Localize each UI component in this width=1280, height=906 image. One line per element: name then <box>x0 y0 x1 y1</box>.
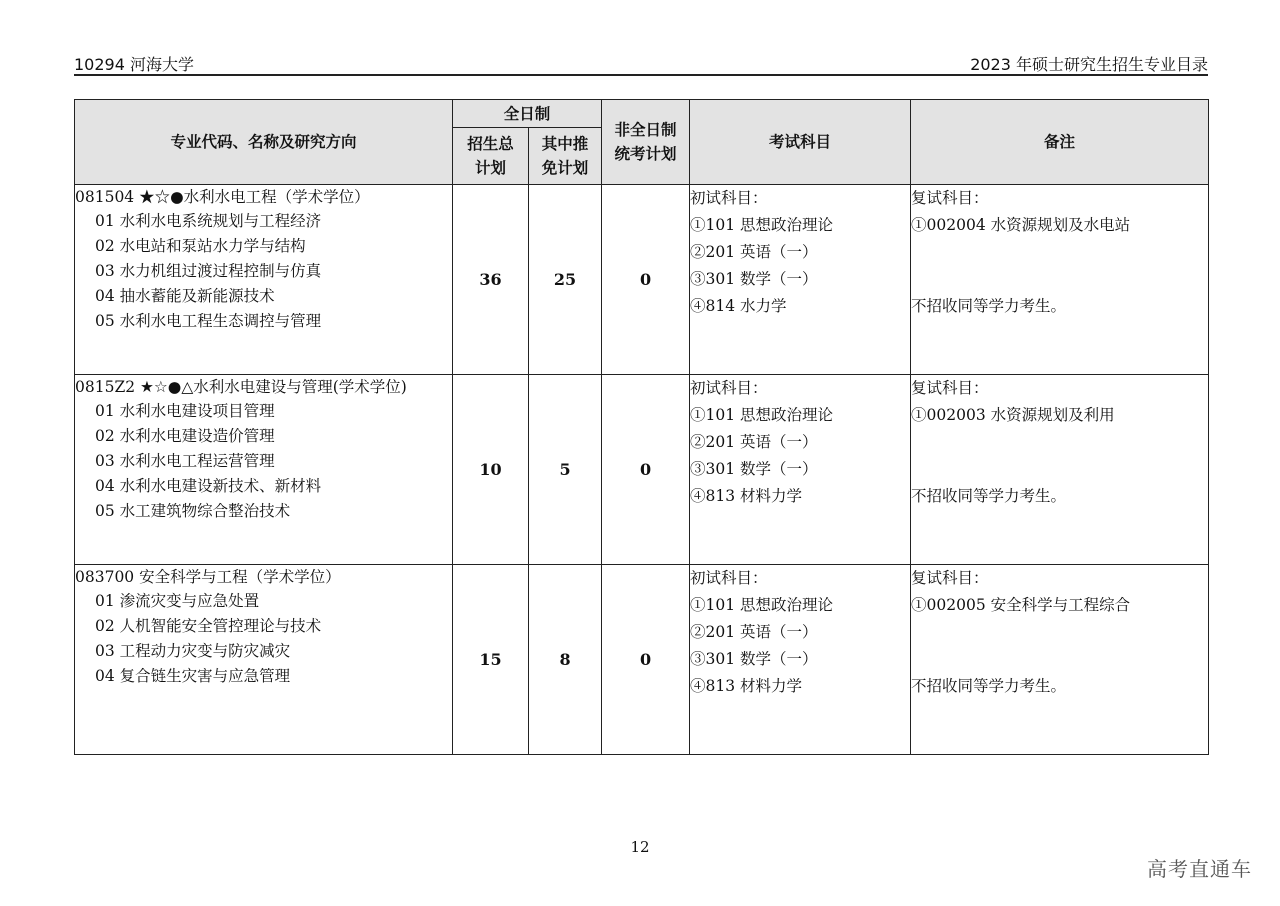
spacer <box>911 456 1208 483</box>
exam-subject: ③301 数学（一） <box>690 270 818 288</box>
spacer <box>911 619 1208 646</box>
research-direction: 04 抽水蓄能及新能源技术 <box>95 287 275 305</box>
research-direction: 05 水工建筑物综合整治技术 <box>95 502 291 520</box>
admission-note: 不招收同等学力考生。 <box>911 297 1067 315</box>
research-direction: 03 工程动力灾变与防灾减灾 <box>95 642 291 660</box>
exam-subject: ①101 思想政治理论 <box>690 596 834 614</box>
exam-cell <box>690 565 911 755</box>
exam-subject: 初试科目： <box>690 189 768 207</box>
remark-cell <box>911 375 1209 565</box>
major-cell <box>75 375 453 565</box>
parttime-plan-value: 0 <box>602 375 690 565</box>
exam-subject: ①101 思想政治理论 <box>690 406 834 424</box>
major-cell <box>75 565 453 755</box>
catalog-title: 2023 年硕士研究生招生专业目录 <box>970 55 1208 74</box>
header-major: 专业代码、名称及研究方向 <box>75 100 453 185</box>
retest-subject: ①002005 安全科学与工程综合 <box>911 596 1131 614</box>
table-row <box>75 565 1209 755</box>
page-number: 12 <box>630 838 650 856</box>
retest-label: 复试科目： <box>911 379 989 397</box>
major-cell <box>75 185 453 375</box>
spacer <box>911 266 1208 293</box>
major-title: 081504 ★☆●水利水电工程（学术学位） <box>75 188 370 206</box>
exam-subject: ②201 英语（一） <box>690 623 818 641</box>
exam-subject: ④813 材料力学 <box>690 677 803 695</box>
exam-subject: ④814 水力学 <box>690 297 787 315</box>
parttime-plan-value: 0 <box>602 185 690 375</box>
retest-label: 复试科目： <box>911 189 989 207</box>
admission-note: 不招收同等学力考生。 <box>911 487 1067 505</box>
research-direction: 04 水利水电建设新技术、新材料 <box>95 477 322 495</box>
header-parttime-plan: 非全日制 统考计划 <box>602 100 690 185</box>
header-exempt-plan: 其中推 免计划 <box>529 128 602 185</box>
header-exam: 考试科目 <box>690 100 911 185</box>
header-rule <box>74 74 1208 76</box>
exempt-plan-value: 8 <box>529 565 602 755</box>
research-direction: 02 人机智能安全管控理论与技术 <box>95 617 322 635</box>
research-direction: 03 水利水电工程运营管理 <box>95 452 275 470</box>
header-remark: 备注 <box>911 100 1209 185</box>
exam-subject: 初试科目： <box>690 379 768 397</box>
remark-cell <box>911 185 1209 375</box>
retest-label: 复试科目： <box>911 569 989 587</box>
exam-subject: ③301 数学（一） <box>690 650 818 668</box>
research-direction: 02 水利水电建设造价管理 <box>95 427 275 445</box>
page-header <box>74 52 1208 76</box>
spacer <box>911 646 1208 673</box>
exempt-plan-value: 25 <box>529 185 602 375</box>
header-fulltime: 全日制 <box>453 100 602 128</box>
research-direction: 03 水力机组过渡过程控制与仿真 <box>95 262 322 280</box>
watermark: 高考直通车 <box>1147 857 1252 881</box>
exam-subject: ①101 思想政治理论 <box>690 216 834 234</box>
remark-cell <box>911 565 1209 755</box>
research-direction: 01 水利水电系统规划与工程经济 <box>95 212 322 230</box>
exam-subject: ④813 材料力学 <box>690 487 803 505</box>
retest-subject: ①002003 水资源规划及利用 <box>911 406 1115 424</box>
exam-subject: ③301 数学（一） <box>690 460 818 478</box>
exempt-plan-value: 5 <box>529 375 602 565</box>
total-plan-value: 36 <box>453 185 529 375</box>
exam-subject: 初试科目： <box>690 569 768 587</box>
exam-subject: ②201 英语（一） <box>690 433 818 451</box>
exam-subject: ②201 英语（一） <box>690 243 818 261</box>
spacer <box>911 239 1208 266</box>
spacer <box>911 429 1208 456</box>
research-direction: 01 渗流灾变与应急处置 <box>95 592 260 610</box>
university-code-name: 10294 河海大学 <box>74 55 194 74</box>
major-title: 083700 安全科学与工程（学术学位） <box>75 568 341 586</box>
table-row <box>75 185 1209 375</box>
header-total-plan: 招生总 计划 <box>453 128 529 185</box>
major-catalog-table <box>74 99 1209 755</box>
exam-cell <box>690 375 911 565</box>
admission-note: 不招收同等学力考生。 <box>911 677 1067 695</box>
table-row <box>75 375 1209 565</box>
retest-subject: ①002004 水资源规划及水电站 <box>911 216 1131 234</box>
parttime-plan-value: 0 <box>602 565 690 755</box>
total-plan-value: 15 <box>453 565 529 755</box>
research-direction: 04 复合链生灾害与应急管理 <box>95 667 291 685</box>
research-direction: 02 水电站和泵站水力学与结构 <box>95 237 306 255</box>
research-direction: 05 水利水电工程生态调控与管理 <box>95 312 322 330</box>
exam-cell <box>690 185 911 375</box>
total-plan-value: 10 <box>453 375 529 565</box>
major-title: 0815Z2 ★☆●△水利水电建设与管理(学术学位) <box>75 378 407 396</box>
research-direction: 01 水利水电建设项目管理 <box>95 402 275 420</box>
